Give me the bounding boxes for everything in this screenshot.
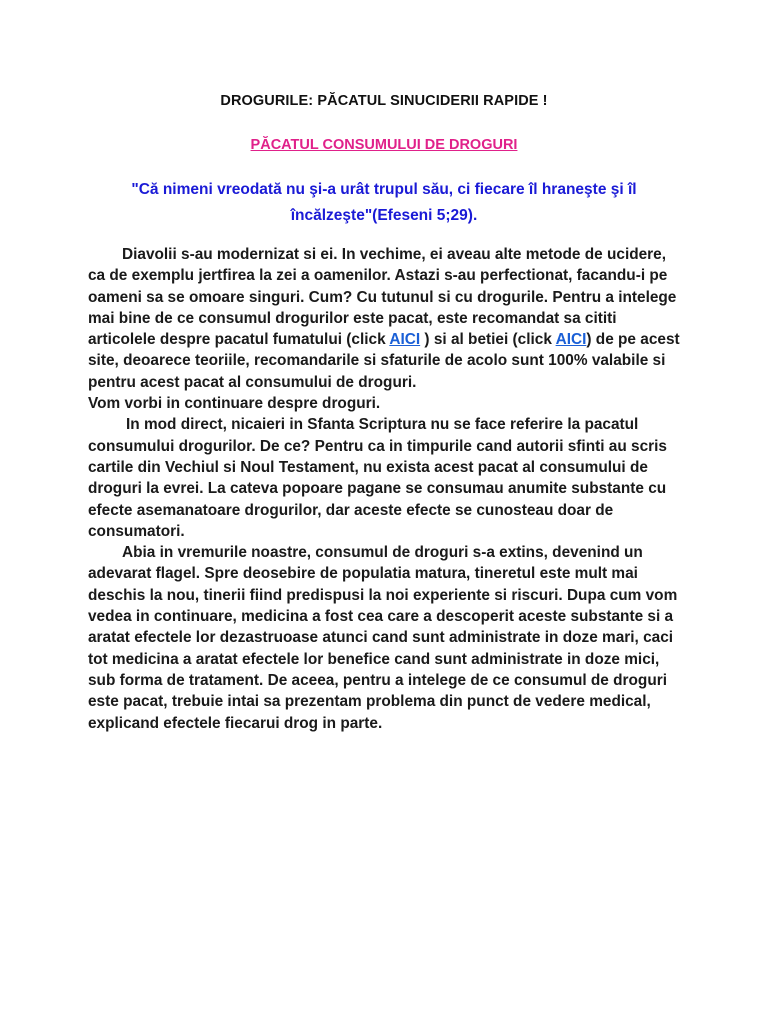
paragraph-intro xyxy=(88,244,684,393)
paragraph-scripture-text: In mod direct, nicaieri in Sfanta Scriptura nu se face referire la pacatul consumului drogurilor. De ce? Pentru ca in timpurile cand autorii sfinti au scris cartile din Vechiul si Noul Testament, nu exista acest pacat al consumului de droguri la evrei. La cateva popoare pagane se consumau anumite substante cu efecte asemanatoare drogurilor, dar aceste efecte se cunosteau doar de consumatori. xyxy=(88,416,667,540)
paragraph-continue: Vom vorbi in continuare despre droguri. xyxy=(88,395,381,413)
paragraph-modern-times xyxy=(88,542,684,734)
drunkenness-article-link[interactable]: AICI xyxy=(555,331,587,349)
paragraph-intro-text: Diavolii s-au modernizat si ei. In vechime, ei aveau alte metode de ucidere, ca de exemplu jertfirea la zei a oamenilor. Astazi s-au perfectionat, facandu-i pe oameni sa se omoare singuri. Cum? Cu tutunul si cu drogurile. Pentru a intelege mai bine de ce consumul drogurilor este pacat, este recomandat sa cititi articolele despre pacatul fumatului (click xyxy=(88,246,677,349)
paragraph-scripture xyxy=(88,414,684,542)
bible-verse-quote: "Că nimeni vreodată nu şi-a urât trupul său, ci fiecare îl hraneşte şi îl încălzeşte"(Efeseni 5;29). xyxy=(131,181,637,224)
paragraph-modern-times-text: Abia in vremurile noastre, consumul de droguri s-a extins, devenind un adevarat flagel. Spre deosebire de populatia matura, tineretul este mult mai deschis la nou, tinerii fiind predispusi la noi experiente si riscuri. Dupa cum vom vedea in continuare, medicina a fost cea care a descoperit aceste substante si a aratat efectele lor dezastruoase atunci cand sunt administrate in doze mari, caci tot medicina a aratat efectele lor benefice cand sunt administrate in doze mici, sub forma de tratament. De aceea, pentru a intelege de ce consumul de droguri este pacat, trebuie intai sa prezentam problema din punct de vedere medical, explicand efectele fiecarui drog in parte. xyxy=(88,544,678,732)
page-title: DROGURILE: PĂCATUL SINUCIDERII RAPIDE ! xyxy=(220,93,548,109)
article-body xyxy=(88,244,684,734)
smoking-article-link[interactable]: AICI xyxy=(389,331,421,349)
page-subtitle: PĂCATUL CONSUMULUI DE DROGURI xyxy=(250,137,518,153)
paragraph-intro-text-3: ) de pe acest site, deoarece teoriile, recomandarile si sfaturile de acolo sunt 100% valabile si pentru acest pacat al consumului de droguri. xyxy=(88,331,680,391)
paragraph-intro-text-2: ) si al betiei (click xyxy=(420,331,556,349)
